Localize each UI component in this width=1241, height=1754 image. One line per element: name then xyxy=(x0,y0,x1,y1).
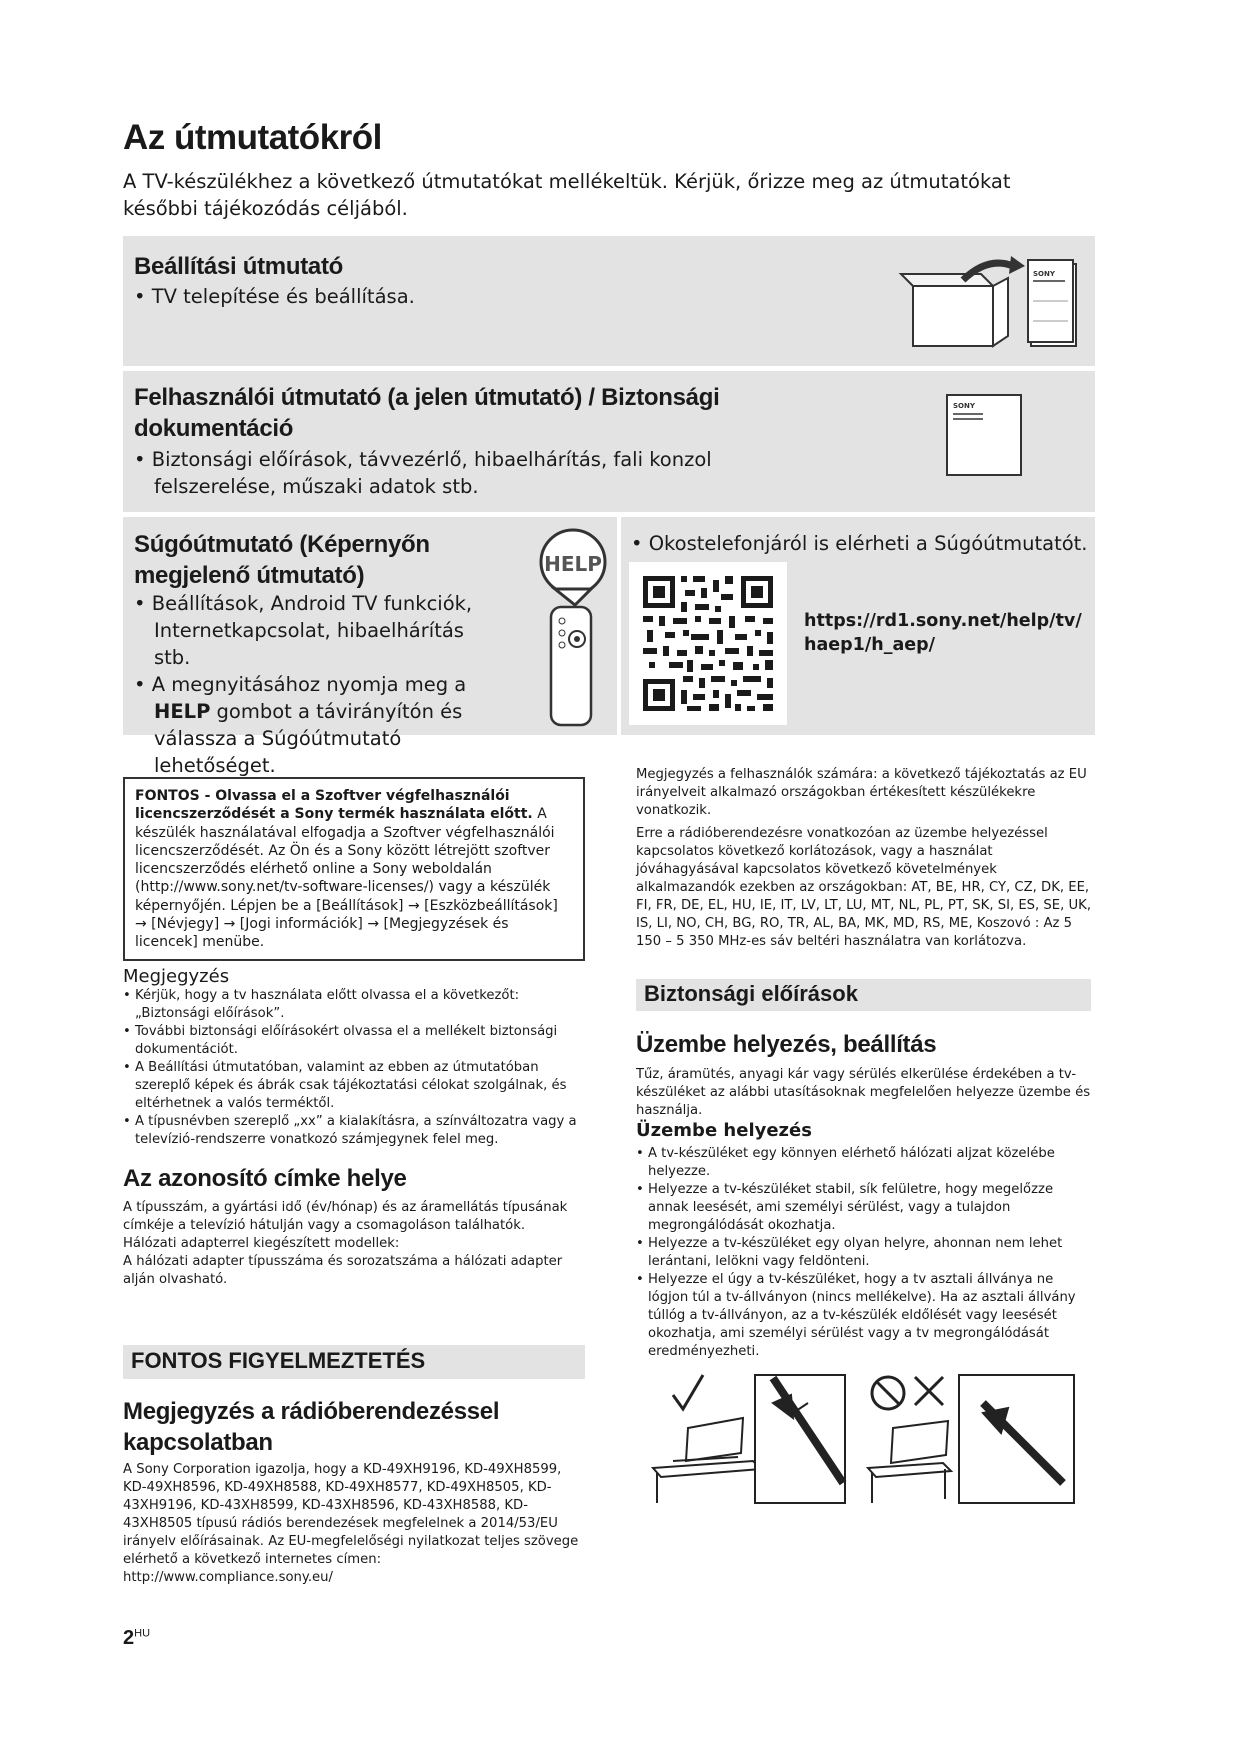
label-location-title: Az azonosító címke helye xyxy=(123,1165,407,1192)
tv-stand-illustration xyxy=(643,1373,1078,1508)
help-guide-title: Súgóútmutató (Képernyőn megjelenő útmutató) xyxy=(134,531,430,589)
note-item-1: • Kérjük, hogy a tv használata előtt olvassa el a következőt: „Biztonsági előírások”. xyxy=(123,988,520,1021)
note-title: Megjegyzés xyxy=(123,966,230,987)
user-guide-box xyxy=(123,371,1095,512)
help-guide-box xyxy=(123,517,617,777)
install-text: Tűz, áramütés, anyagi kár vagy sérülés elkerülése érdekében a tv-készüléket az alábbi utasításoknak megfelelően helyezze üzembe és használja. xyxy=(636,1067,1091,1118)
install-item-4: • Helyezze el úgy a tv-készüléket, hogy a tv asztali állványa ne lógjon túl a tv-állványon (nincs mellékelve). Ha az asztali állvány túllóg a tv-állványon, az a tv-készülék eldőlését vagy leesését okozhatja, ami személyi sérülést vagy a tv megrongálódását eredményezheti. xyxy=(636,1272,1076,1359)
note-item-2: • További biztonsági előírásokért olvassa el a mellékelt biztonsági dokumentációt. xyxy=(123,1024,558,1057)
page-number: $2^{HU}$ xyxy=(123,1627,151,1649)
install-item-1: • A tv-készüléket egy könnyen elérhető hálózati aljzat közelébe helyezze. xyxy=(636,1146,1055,1179)
intro-text: A TV-készülékhez a következő útmutatókat mellékeltük. Kérjük, őrizze meg az útmutatókat későbbi tájékozódás céljából. xyxy=(123,170,1011,220)
safety-bar xyxy=(636,979,1091,1011)
eu-user-note: Megjegyzés a felhasználók számára: a következő tájékoztatás az EU irányelveit alkalmazó országokban értékesített készülékekre vonatkozik. xyxy=(636,767,1087,818)
note-item-4: • A típusnévben szereplő „xx” a kialakításra, a színváltozatra vagy a televízió-rendszerre vonatkozó számjegynek felel meg. xyxy=(123,1114,577,1147)
qr-code xyxy=(629,562,787,725)
user-guide-bullet xyxy=(134,446,734,500)
smartphone-help-box xyxy=(621,517,1095,735)
label-location-text-3: A hálózati adapter típusszáma és sorozatszáma a hálózati adapter alján olvasható. xyxy=(123,1254,563,1287)
radio-text: A Sony Corporation igazolja, hogy a KD-49XH9196, KD-49XH8599, KD-49XH8596, KD-49XH8588, KD-49XH8577, KD-49XH8505, KD-43XH9196, KD-43XH8599, KD-43XH8596, KD-43XH8588, KD-43XH8505 típusú rádiós berendezések megfelelnek a 2014/53/EU irányelv előírásainak. Az EU-megfelelőségi nyilatkozat teljes szövege elérhető a következő internetes címen: http://www.compliance.sony.eu/ xyxy=(123,1462,579,1585)
note-item-3: • A Beállítási útmutatóban, valamint az ebben az útmutatóban szereplő képek és ábrák csak tájékoztatási célokat szolgálnak, és eltérhetnek a valós terméktől. xyxy=(123,1060,567,1111)
help-guide-bullets xyxy=(134,590,504,779)
eula-notice-bold: FONTOS - Olvassa el a Szoftver végfelhasználói licencszerződését a Sony termék használata előtt. xyxy=(135,788,533,823)
user-guide-bullet-text: • Biztonsági előírások, távvezérlő, hibaelhárítás, fali konzol felszerelése, műszaki adatok stb. xyxy=(134,448,712,498)
setup-guide-title: Beállítási útmutató xyxy=(134,253,343,280)
install-subtitle: Üzembe helyezés xyxy=(636,1120,812,1141)
user-guide-title-line1: Felhasználói útmutató (a jelen útmutató) / Biztonsági xyxy=(134,384,720,411)
install-title: Üzembe helyezés, beállítás xyxy=(636,1031,937,1058)
radio-title-line1: Megjegyzés a rádióberendezéssel xyxy=(123,1398,500,1425)
install-item-2: • Helyezze a tv-készüléket stabil, sík felületre, hogy megelőzze annak leesését, ami személyi sérülést, vagy a tulajdon megrongálódását okozhatja. xyxy=(636,1182,1054,1233)
label-location-text-1: A típusszám, a gyártási idő (év/hónap) és az áramellátás típusának címkéje a televízió hátulján vagy a csomagoláson találhatók. xyxy=(123,1200,568,1233)
safety-bar-label: Biztonsági előírások xyxy=(644,981,858,1006)
eula-notice-box xyxy=(123,777,585,961)
install-list xyxy=(636,1145,1091,1361)
note-list xyxy=(123,987,588,1149)
warning-bar xyxy=(123,1345,585,1379)
page-title: Az útmutatókról xyxy=(123,118,382,157)
help-guide-bullet-2: • A megnyitásához nyomja meg a HELP gombot a távirányítón és válassza a Súgóútmutató lehetőséget. xyxy=(134,673,467,777)
box-with-manual-illustration xyxy=(893,256,1078,356)
label-location-text-2: Hálózati adapterrel kiegészített modellek: xyxy=(123,1236,400,1251)
help-url-line1: https://rd1.sony.net/help/tv/ xyxy=(804,611,1082,631)
user-guide-brand: SONY xyxy=(953,402,975,410)
setup-guide-bullet: • TV telepítése és beállítása. xyxy=(134,285,415,308)
help-url-line2: haep1/h_aep/ xyxy=(804,635,936,655)
radio-title-line2: kapcsolatban xyxy=(123,1429,273,1456)
label-location-text xyxy=(123,1199,593,1289)
warning-bar-label: FONTOS FIGYELMEZTETÉS xyxy=(131,1348,426,1373)
help-guide-bullet-1: • Beállítások, Android TV funkciók, Internetkapcsolat, hibaelhárítás stb. xyxy=(134,592,473,669)
setup-guide-box xyxy=(123,236,1095,366)
setup-guide-brand: SONY xyxy=(1033,270,1055,278)
eu-restrictions-text: Erre a rádióberendezésre vonatkozóan az üzembe helyezéssel kapcsolatos következő korlátozások, vagy a használat jóváhagyásával kapcsolatos következő követelmények alkalmazandók ezekben az országokban: AT, BE, HR, CY, CZ, DK, EE, FI, FR, DE, EL, HU, IE, IT, LV, LT, LU, MT, NL, PL, PT, SK, SI, ES, SE, UK, IS, LI, NO, CH, BG, RO, TR, AL, BA, MK, MD, RS, ME, Koszovó : Az 5 150 – 5 350 MHz-es sáv beltéri használatra van korlátozva. xyxy=(636,826,1092,949)
manual-illustration xyxy=(943,393,1023,478)
smartphone-help-text: • Okostelefonjáról is elérheti a Súgóútmutatót. xyxy=(631,532,1088,555)
eula-notice-text: A készülék használatával elfogadja a Szoftver végfelhasználói licencszerződését. Az Ön és a Sony között létrejött szoftver licencszerződés elérhető online a Sony weboldalán (http://www.sony.net/tv-software-licenses/) vagy a készülék képernyőjén. Lépjen be a [Beállítások] → [Eszközbeállítások] → [Névjegy] → [Jogi információk] → [Megjegyzések és licencek] menübe. xyxy=(135,806,558,951)
user-guide-title-line2: dokumentáció xyxy=(134,415,294,442)
remote-help-illustration xyxy=(533,527,613,727)
help-button-label: HELP xyxy=(544,552,602,576)
install-item-3: • Helyezze a tv-készüléket egy olyan helyre, ahonnan nem lehet lerántani, lelökni vagy feldönteni. xyxy=(636,1236,1063,1269)
help-url[interactable] xyxy=(804,609,1082,657)
